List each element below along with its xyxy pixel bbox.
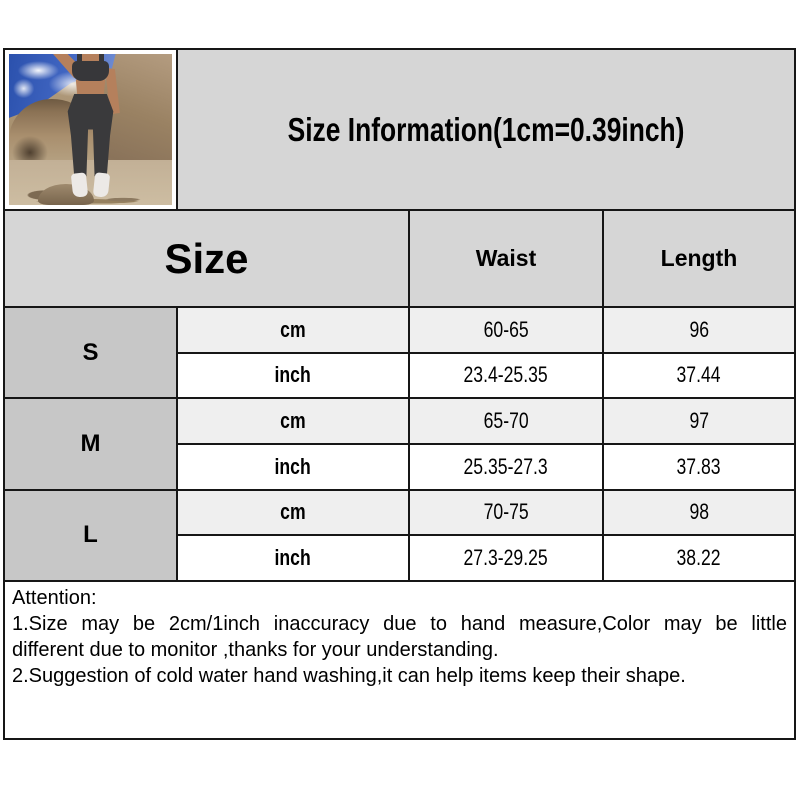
page-title: Size Information(1cm=0.39inch) (287, 110, 685, 148)
unit-cell-cm: cm (178, 399, 408, 443)
model-shoe (71, 173, 89, 199)
unit-cell-inch: inch (178, 536, 408, 580)
waist-value-m-inch: 25.35-27.3 (410, 445, 602, 489)
title-cell (178, 50, 794, 209)
model-sports-bra (72, 61, 109, 81)
size-label-m: M (5, 399, 176, 488)
unit-cell-cm: cm (178, 491, 408, 535)
waist-value-s-inch: 23.4-25.35 (410, 354, 602, 398)
waist-value-m-cm: 65-70 (410, 399, 602, 443)
attention-note-2: 2.Suggestion of cold water hand washing,it can help items keep their shape. (12, 665, 686, 687)
column-header-waist: Waist (410, 211, 602, 306)
unit-cell-inch: inch (178, 354, 408, 398)
product-photo (9, 54, 172, 205)
length-value-s-inch: 37.44 (604, 354, 794, 398)
waist-value-l-inch: 27.3-29.25 (410, 536, 602, 580)
size-information-table (3, 48, 796, 582)
length-value-m-inch: 37.83 (604, 445, 794, 489)
column-header-length: Length (604, 211, 794, 306)
size-label-l: L (5, 491, 176, 580)
length-value-l-inch: 38.22 (604, 536, 794, 580)
length-value-s-cm: 96 (604, 308, 794, 352)
column-header-size: Size (5, 211, 408, 306)
unit-cell-inch: inch (178, 445, 408, 489)
attention-heading: Attention: (12, 587, 97, 609)
waist-value-s-cm: 60-65 (410, 308, 602, 352)
waist-value-l-cm: 70-75 (410, 491, 602, 535)
attention-box (3, 580, 796, 740)
length-value-l-cm: 98 (604, 491, 794, 535)
attention-note-1-line-1: 1.Size may be 2cm/1inch inaccuracy due to hand measure,Color may be little (12, 613, 787, 635)
attention-note-1-line-2: different due to monitor ,thanks for your understanding. (12, 639, 499, 661)
length-value-m-cm: 97 (604, 399, 794, 443)
unit-cell-cm: cm (178, 308, 408, 352)
product-photo-cell (5, 50, 176, 209)
size-label-s: S (5, 308, 176, 397)
